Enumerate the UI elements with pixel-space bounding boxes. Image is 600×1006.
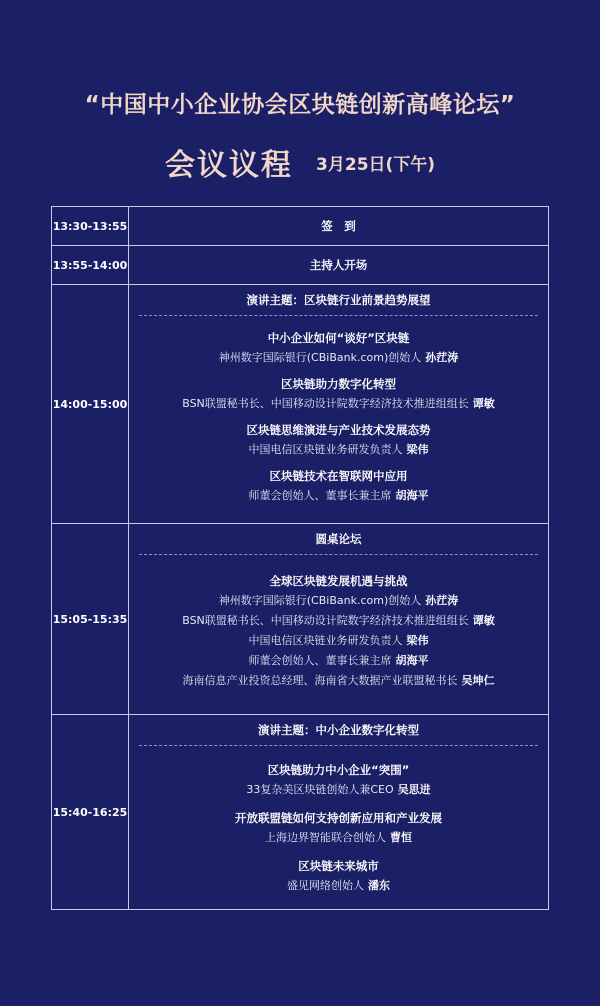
speaker-name: 梁伟	[406, 443, 429, 456]
talk-list	[129, 746, 548, 896]
content-cell	[129, 715, 549, 910]
agenda-row-host	[52, 246, 549, 285]
panelist-name: 孙茳涛	[425, 594, 459, 607]
speaker-line	[129, 440, 548, 460]
talk-item	[129, 466, 548, 506]
talk-title: 区块链助力中小企业“突围”	[267, 763, 410, 777]
agenda-date: 3月25日(下午)	[316, 154, 436, 175]
session-theme: 圆桌论坛	[139, 524, 538, 555]
speaker-line	[129, 876, 548, 896]
content-cell	[129, 285, 549, 524]
panelist-name: 谭敏	[472, 614, 495, 627]
panelist-role: 中国电信区块链业务研发负责人	[248, 634, 403, 647]
speaker-line	[129, 394, 548, 414]
session-theme: 演讲主题：区块链行业前景趋势展望	[139, 285, 538, 316]
speaker-line	[129, 828, 548, 848]
talk-item	[129, 808, 548, 848]
panelist-role: 海南信息产业投资总经理、海南省大数据产业联盟秘书长	[182, 674, 458, 687]
panelist-role: 神州数字国际银行(CBiBank.com)创始人	[218, 594, 422, 607]
talk-item	[129, 760, 548, 800]
speaker-role: BSN联盟秘书长、中国移动设计院数字经济技术推进组组长	[182, 397, 469, 410]
session-theme: 演讲主题：中小企业数字化转型	[139, 715, 538, 746]
time-cell: 13:30-13:55	[52, 207, 129, 246]
talk-item	[129, 856, 548, 896]
forum-title: “中国中小企业协会区块链创新高峰论坛”	[84, 92, 516, 118]
panelist-line	[129, 591, 548, 611]
speaker-name: 曹恒	[390, 831, 412, 844]
content-cell	[129, 207, 549, 246]
speaker-role: 上海边界智能联合创始人	[265, 831, 386, 844]
talk-title: 区块链思维演进与产业技术发展态势	[246, 423, 431, 437]
speaker-name: 吴思进	[397, 783, 431, 796]
time-cell: 14:00-15:00	[52, 285, 129, 524]
speaker-line	[129, 780, 548, 800]
agenda-row-checkin	[52, 207, 549, 246]
content-cell	[129, 524, 549, 715]
subtitle-row	[0, 140, 600, 183]
agenda-table	[51, 206, 549, 910]
panel-title: 全球区块链发展机遇与挑战	[269, 574, 408, 588]
panelist-line	[129, 671, 548, 691]
speaker-name: 胡海平	[395, 489, 429, 502]
speaker-line	[129, 486, 548, 506]
agenda-row-roundtable	[52, 524, 549, 715]
panelist-name: 吴坤仁	[461, 674, 495, 687]
talk-item	[129, 420, 548, 460]
talk-title: 开放联盟链如何支持创新应用和产业发展	[235, 811, 442, 825]
speaker-line	[129, 348, 548, 368]
speaker-role: 33复杂美区块链创始人兼CEO	[246, 783, 394, 796]
time-cell: 15:40-16:25	[52, 715, 129, 910]
content-cell	[129, 246, 549, 285]
agenda-row-session1	[52, 285, 549, 524]
talk-title: 区块链未来城市	[298, 859, 379, 873]
talk-item	[129, 374, 548, 414]
host-opening-label: 主持人开场	[309, 258, 368, 272]
speaker-name: 孙茳涛	[425, 351, 459, 364]
panelist-line	[129, 611, 548, 631]
talk-title: 区块链助力数字化转型	[281, 377, 396, 391]
speaker-role: 盛见网络创始人	[287, 879, 364, 892]
speaker-role: 中国电信区块链业务研发负责人	[248, 443, 403, 456]
speaker-role: 神州数字国际银行(CBiBank.com)创始人	[218, 351, 422, 364]
speaker-name: 潘东	[368, 879, 390, 892]
time-cell: 15:05-15:35	[52, 524, 129, 715]
panelist-name: 梁伟	[406, 634, 429, 647]
agenda-heading: 会议议程	[164, 148, 293, 183]
talk-list	[129, 316, 548, 506]
speaker-role: 师董会创始人、董事长兼主席	[248, 489, 392, 502]
speaker-name: 谭敏	[472, 397, 495, 410]
talk-item	[129, 328, 548, 368]
checkin-label: 签 到	[321, 219, 356, 233]
panelist-line	[129, 651, 548, 671]
talk-title: 区块链技术在智联网中应用	[269, 469, 408, 483]
time-cell: 13:55-14:00	[52, 246, 129, 285]
panelist-role: 师董会创始人、董事长兼主席	[248, 654, 392, 667]
panelist-name: 胡海平	[395, 654, 429, 667]
panel-block	[129, 555, 548, 691]
talk-title: 中小企业如何“谈好”区块链	[267, 331, 410, 345]
panelist-line	[129, 631, 548, 651]
panelist-role: BSN联盟秘书长、中国移动设计院数字经济技术推进组组长	[182, 614, 469, 627]
agenda-row-session2	[52, 715, 549, 910]
